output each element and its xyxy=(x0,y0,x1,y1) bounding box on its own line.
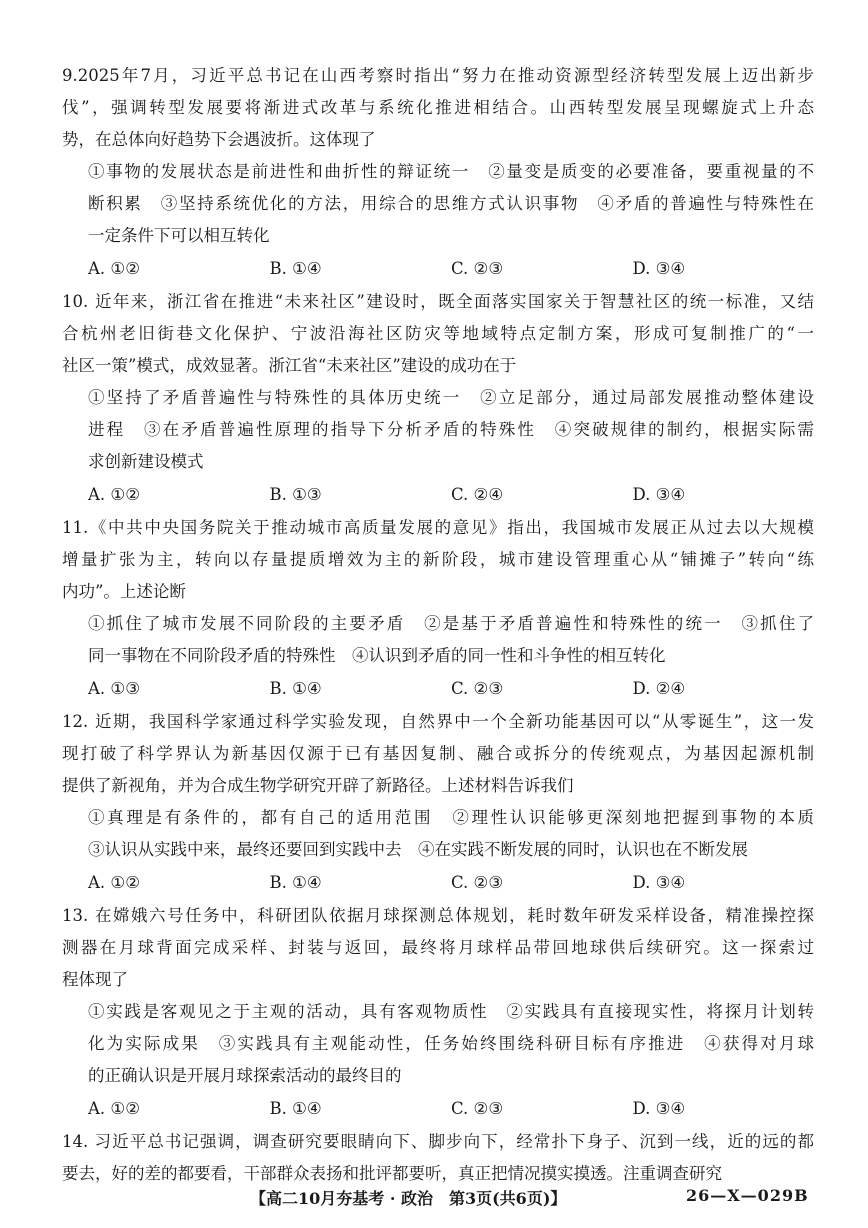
answer-choice-C: C. ②③ xyxy=(451,679,504,698)
answer-choice-C: C. ②③ xyxy=(451,873,504,892)
answer-choice-B: B. ①④ xyxy=(269,873,322,892)
statement-line: 进程 ③在矛盾普遍性原理的指导下分析矛盾的特殊性 ④突破规律的制约，根据实际需 xyxy=(88,420,814,439)
question-stem-line: 13. 在嫦娥六号任务中，科研团队依据月球探测总体规划，耗时数年研发采样设备，精准操控探 xyxy=(62,906,814,925)
statement-line: ①事物的发展状态是前进性和曲折性的辩证统一 ②量变是质变的必要准备，要重视量的不 xyxy=(88,162,814,181)
question-stem-line: 势，在总体向好趋势下会遇波折。这体现了 xyxy=(62,130,376,149)
answer-choice-B: B. ①③ xyxy=(269,485,322,504)
question-13 xyxy=(62,900,814,1126)
statement-line: ①实践是客观见之于主观的活动，具有客观物质性 ②实践具有直接现实性，将探月计划转 xyxy=(88,1002,814,1021)
answer-choice-D: D. ③④ xyxy=(632,873,686,892)
statement-line: ①坚持了矛盾普遍性与特殊性的具体历史统一 ②立足部分，通过局部发展推动整体建设 xyxy=(88,388,814,407)
statement-options xyxy=(62,802,814,866)
statement-options xyxy=(62,608,814,672)
answer-choice-D: D. ③④ xyxy=(632,259,686,278)
question-12 xyxy=(62,706,814,900)
answer-choices xyxy=(62,478,814,512)
question-9 xyxy=(62,60,814,286)
statement-options xyxy=(62,996,814,1092)
question-stem-line: 12. 近期，我国科学家通过科学实验发现，自然界中一个全新功能基因可以“从零诞生”，这一发 xyxy=(62,712,814,731)
footer-title: 【高二10月夯基考 · 政治 第3页(共6页)】 xyxy=(250,1189,567,1208)
statement-line: 断积累 ③坚持系统优化的方法，用综合的思维方式认识事物 ④矛盾的普遍性与特殊性在 xyxy=(88,194,814,213)
answer-choices xyxy=(62,1092,814,1126)
question-list xyxy=(62,60,814,1190)
question-stem-line: 增量扩张为主，转向以存量提质增效为主的新阶段，城市建设管理重心从“铺摊子”转向“练 xyxy=(62,550,814,569)
answer-choice-D: D. ②④ xyxy=(632,679,686,698)
question-stem-line: 10. 近年来，浙江省在推进“未来社区”建设时，既全面落实国家关于智慧社区的统一标准，又结 xyxy=(62,292,814,311)
question-stem-line: 伐”，强调转型发展要将渐进式改革与系统化推进相结合。山西转型发展呈现螺旋式上升态 xyxy=(62,98,814,117)
answer-choices xyxy=(62,672,814,706)
answer-choices xyxy=(62,252,814,286)
answer-choice-B: B. ①④ xyxy=(269,1099,322,1118)
statement-line: ③认识从实践中来，最终还要回到实践中去 ④在实践不断发展的同时，认识也在不断发展 xyxy=(88,840,748,859)
answer-choice-B: B. ①④ xyxy=(269,259,322,278)
statement-line: 一定条件下可以相互转化 xyxy=(88,226,270,245)
question-stem-line: 要去，好的差的都要看，干部群众表扬和批评都要听，真正把情况摸实摸透。注重调查研究 xyxy=(62,1164,722,1183)
statement-line: ①抓住了城市发展不同阶段的主要矛盾 ②是基于矛盾普遍性和特殊性的统一 ③抓住了 xyxy=(88,614,814,633)
question-14 xyxy=(62,1126,814,1190)
answer-choice-B: B. ①④ xyxy=(269,679,322,698)
footer-code: 26—X—029B xyxy=(686,1186,809,1205)
answer-choice-D: D. ③④ xyxy=(632,485,686,504)
question-stem-line: 14. 习近平总书记强调，调查研究要眼睛向下、脚步向下，经常扑下身子、沉到一线，近的远的都 xyxy=(62,1132,814,1151)
question-stem-line: 9.2025年7月，习近平总书记在山西考察时指出“努力在推动资源型经济转型发展上迈出新步 xyxy=(62,66,814,85)
statement-options xyxy=(62,156,814,252)
statement-line: 的正确认识是开展月球探索活动的最终目的 xyxy=(88,1066,402,1085)
statement-line: 同一事物在不同阶段矛盾的特殊性 ④认识到矛盾的同一性和斗争性的相互转化 xyxy=(88,646,666,665)
statement-line: 求创新建设模式 xyxy=(88,452,204,471)
question-stem-line: 现打破了科学界认为新基因仅源于已有基因复制、融合或拆分的传统观点，为基因起源机制 xyxy=(62,744,814,763)
statement-line: 化为实际成果 ③实践具有主观能动性，任务始终围绕科研目标有序推进 ④获得对月球 xyxy=(88,1034,814,1053)
question-stem-line: 程体现了 xyxy=(62,970,128,989)
question-stem-line: 提供了新视角，并为合成生物学研究开辟了新路径。上述材料告诉我们 xyxy=(62,776,574,795)
answer-choice-A: A. ①③ xyxy=(88,679,140,698)
question-stem-line: 合杭州老旧街巷文化保护、宁波沿海社区防灾等地域特点定制方案，形成可复制推广的“一 xyxy=(62,324,814,343)
answer-choices xyxy=(62,866,814,900)
answer-choice-C: C. ②④ xyxy=(451,485,504,504)
question-stem-line: 社区一策”模式，成效显著。浙江省“未来社区”建设的成功在于 xyxy=(62,356,517,375)
question-stem-line: 11.《中共中央国务院关于推动城市高质量发展的意见》指出，我国城市发展正从过去以大规模 xyxy=(62,518,814,537)
answer-choice-A: A. ①② xyxy=(88,873,140,892)
question-stem-line: 内功”。上述论断 xyxy=(62,582,186,601)
question-10 xyxy=(62,286,814,512)
answer-choice-A: A. ①② xyxy=(88,1099,140,1118)
question-11 xyxy=(62,512,814,706)
answer-choice-A: A. ①② xyxy=(88,485,140,504)
statement-line: ①真理是有条件的，都有自己的适用范围 ②理性认识能够更深刻地把握到事物的本质 xyxy=(88,808,814,827)
statement-options xyxy=(62,382,814,478)
answer-choice-A: A. ①② xyxy=(88,259,140,278)
page-footer xyxy=(0,1182,868,1212)
answer-choice-C: C. ②③ xyxy=(451,1099,504,1118)
answer-choice-D: D. ③④ xyxy=(632,1099,686,1118)
answer-choice-C: C. ②③ xyxy=(451,259,504,278)
question-stem-line: 测器在月球背面完成采样、封装与返回，最终将月球样品带回地球供后续研究。这一探索过 xyxy=(62,938,814,957)
